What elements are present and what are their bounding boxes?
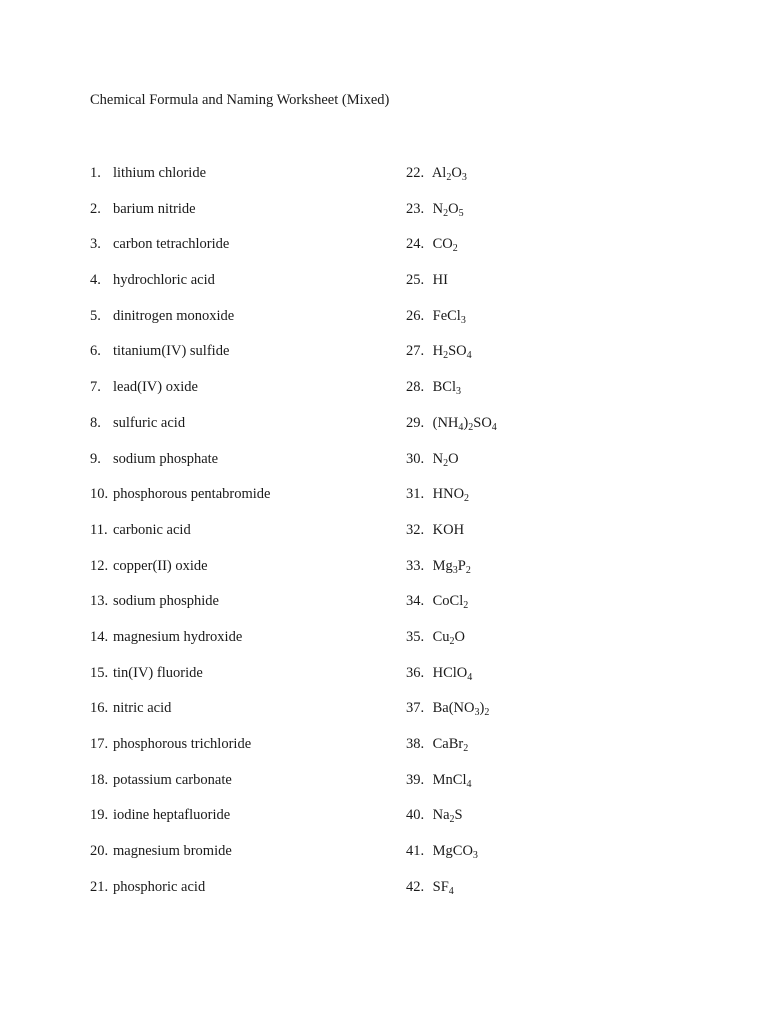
formula-subscript: 2 bbox=[443, 350, 449, 362]
chemical-formula bbox=[432, 236, 458, 255]
compound-name: sodium phosphide bbox=[113, 593, 219, 610]
compound-name: dinitrogen monoxide bbox=[113, 307, 235, 324]
formulas-list bbox=[406, 162, 706, 911]
formula-subscript: 2 bbox=[446, 172, 452, 183]
names-list bbox=[90, 162, 390, 911]
formula-symbol: N bbox=[432, 200, 444, 217]
compound-name: carbon tetrachloride bbox=[113, 236, 230, 253]
compound-name: barium nitride bbox=[113, 200, 196, 217]
page-title: Chemical Formula and Naming Worksheet (Mixed) bbox=[90, 92, 390, 108]
formula-subscript: 4 bbox=[448, 885, 454, 897]
chemical-formula bbox=[433, 629, 465, 645]
formula-symbol: SO bbox=[448, 343, 467, 360]
chemical-formula bbox=[433, 665, 473, 681]
formula-symbol: O bbox=[448, 200, 459, 217]
formula-symbol: Al bbox=[431, 165, 447, 181]
formula-symbol: Na bbox=[432, 807, 450, 824]
formula-subscript: 3 bbox=[472, 850, 478, 862]
formula-subscript: 4 bbox=[491, 421, 497, 433]
formula-symbol: O bbox=[448, 450, 459, 467]
list-item bbox=[90, 626, 390, 662]
item-number: 4. bbox=[90, 272, 101, 289]
chemical-formula bbox=[433, 451, 459, 467]
formula-subscript: 2 bbox=[443, 207, 449, 219]
formula-subscript: 2 bbox=[484, 707, 490, 719]
list-item bbox=[90, 519, 390, 555]
formula-symbol: N bbox=[432, 450, 444, 467]
chemical-formula bbox=[432, 486, 470, 505]
formula-symbol: O bbox=[451, 165, 462, 181]
list-item bbox=[90, 769, 390, 805]
compound-name: titanium(IV) sulfide bbox=[113, 343, 230, 360]
item-number: 28. bbox=[406, 379, 425, 396]
item-number: 39. bbox=[406, 771, 425, 788]
formula-subscript: 2 bbox=[443, 457, 449, 469]
list-item bbox=[406, 590, 706, 626]
list-item bbox=[90, 233, 390, 269]
compound-name: phosphorous trichloride bbox=[113, 736, 252, 752]
formula-symbol: S bbox=[454, 807, 463, 824]
compound-name: tin(IV) fluoride bbox=[113, 664, 203, 681]
chemical-formula bbox=[432, 379, 461, 398]
formula-symbol: CoCl bbox=[432, 593, 464, 610]
chemical-formula bbox=[433, 772, 472, 788]
item-number: 1. bbox=[90, 165, 101, 181]
item-number: 11. bbox=[90, 521, 108, 538]
compound-name: magnesium hydroxide bbox=[113, 628, 243, 645]
compound-name: magnesium bromide bbox=[113, 843, 232, 860]
list-item bbox=[406, 412, 706, 448]
formula-subscript: 3 bbox=[456, 386, 461, 398]
formula-symbol: ) bbox=[479, 700, 485, 717]
chemical-formula bbox=[433, 308, 466, 324]
item-number: 16. bbox=[90, 700, 109, 717]
list-item bbox=[90, 840, 390, 876]
compound-name: copper(II) oxide bbox=[113, 557, 208, 574]
compound-name: potassium carbonate bbox=[113, 771, 232, 788]
chemical-formula bbox=[433, 522, 464, 538]
item-number: 40. bbox=[406, 807, 425, 824]
list-item bbox=[406, 162, 706, 198]
list-item bbox=[90, 412, 390, 448]
formula-symbol: CaBr bbox=[432, 736, 464, 752]
compound-name: lithium chloride bbox=[113, 165, 207, 181]
compound-name: iodine heptafluoride bbox=[113, 807, 231, 824]
formula-subscript: 2 bbox=[463, 743, 469, 754]
item-number: 3. bbox=[90, 236, 101, 253]
formula-subscript: 3 bbox=[474, 707, 480, 719]
list-item bbox=[406, 233, 706, 269]
item-number: 14. bbox=[90, 628, 109, 645]
formula-subscript: 2 bbox=[449, 814, 455, 826]
formula-symbol: (NH bbox=[432, 414, 459, 431]
list-item bbox=[406, 305, 706, 341]
list-item bbox=[406, 733, 706, 769]
item-number: 29. bbox=[406, 414, 425, 431]
list-item bbox=[90, 555, 390, 591]
compound-name: lead(IV) oxide bbox=[113, 379, 198, 396]
chemical-formula bbox=[433, 558, 471, 574]
item-number: 20. bbox=[90, 843, 109, 860]
compound-name: sodium phosphate bbox=[113, 450, 219, 467]
formula-symbol: MgCO bbox=[432, 843, 473, 860]
list-item bbox=[90, 804, 390, 840]
item-number: 38. bbox=[406, 736, 425, 752]
item-number: 21. bbox=[90, 878, 109, 895]
item-number: 13. bbox=[90, 593, 109, 610]
formula-subscript: 2 bbox=[465, 564, 471, 576]
formula-subscript: 4 bbox=[458, 421, 464, 433]
compound-name: sulfuric acid bbox=[113, 414, 186, 431]
item-number: 35. bbox=[406, 628, 425, 645]
formula-subscript: 3 bbox=[460, 314, 466, 326]
list-item bbox=[406, 340, 706, 376]
item-number: 8. bbox=[90, 414, 101, 431]
list-item bbox=[406, 448, 706, 484]
formula-symbol: BCl bbox=[432, 379, 456, 396]
list-item bbox=[90, 590, 390, 626]
formula-symbol: Mg bbox=[432, 557, 453, 574]
formula-subscript: 2 bbox=[463, 600, 469, 612]
formula-symbol: HClO bbox=[432, 664, 468, 681]
list-item bbox=[90, 340, 390, 376]
item-number: 7. bbox=[90, 379, 101, 396]
list-item bbox=[406, 376, 706, 412]
item-number: 2. bbox=[90, 200, 101, 217]
list-item bbox=[406, 269, 706, 305]
formula-symbol: CO bbox=[432, 236, 453, 253]
item-number: 24. bbox=[406, 236, 425, 253]
compound-name: nitric acid bbox=[113, 700, 172, 717]
item-number: 12. bbox=[90, 557, 109, 574]
list-item bbox=[406, 626, 706, 662]
item-number: 23. bbox=[406, 200, 425, 217]
formula-symbol: HNO bbox=[432, 486, 465, 503]
formula-symbol: Cu bbox=[432, 628, 450, 645]
list-item bbox=[406, 876, 706, 912]
list-item bbox=[90, 448, 390, 484]
chemical-formula bbox=[433, 201, 464, 217]
formula-symbol: O bbox=[454, 628, 466, 645]
list-item bbox=[90, 876, 390, 912]
item-number: 30. bbox=[406, 450, 425, 467]
formula-symbol: H bbox=[432, 343, 444, 360]
item-number: 27. bbox=[406, 343, 425, 360]
formula-symbol: P bbox=[457, 557, 466, 574]
formula-subscript: 4 bbox=[466, 350, 472, 362]
item-number: 15. bbox=[90, 664, 109, 681]
formula-subscript: 3 bbox=[452, 564, 458, 576]
list-item bbox=[90, 269, 390, 305]
chemical-formula bbox=[432, 165, 467, 181]
item-number: 36. bbox=[406, 664, 425, 681]
list-item bbox=[90, 733, 390, 769]
formula-subscript: 3 bbox=[461, 172, 467, 183]
list-item bbox=[90, 376, 390, 412]
item-number: 19. bbox=[90, 807, 109, 824]
chemical-formula bbox=[433, 272, 448, 288]
formula-subscript: 2 bbox=[468, 421, 474, 433]
compound-name: hydrochloric acid bbox=[113, 272, 215, 289]
item-number: 5. bbox=[90, 307, 101, 324]
list-item bbox=[406, 697, 706, 733]
list-item bbox=[406, 555, 706, 591]
list-item bbox=[406, 769, 706, 805]
item-number: 31. bbox=[406, 486, 425, 503]
list-item bbox=[406, 804, 706, 840]
compound-name: phosphorous pentabromide bbox=[113, 486, 271, 503]
formula-subscript: 2 bbox=[452, 243, 458, 255]
item-number: 18. bbox=[90, 771, 109, 788]
list-item bbox=[90, 305, 390, 341]
list-item bbox=[90, 198, 390, 234]
item-number: 9. bbox=[90, 450, 101, 467]
item-number: 37. bbox=[406, 700, 425, 717]
list-item bbox=[406, 519, 706, 555]
formula-symbol: FeCl bbox=[432, 307, 461, 324]
item-number: 33. bbox=[406, 557, 425, 574]
formula-symbol: SF bbox=[432, 878, 449, 895]
formula-symbol: KOH bbox=[432, 521, 465, 538]
item-number: 42. bbox=[406, 878, 425, 895]
formula-symbol: ) bbox=[463, 414, 469, 431]
item-number: 6. bbox=[90, 343, 101, 360]
item-number: 41. bbox=[406, 843, 425, 860]
chemical-formula bbox=[433, 736, 469, 752]
item-number: 17. bbox=[90, 736, 109, 752]
item-number: 10. bbox=[90, 486, 109, 503]
list-item bbox=[90, 483, 390, 519]
formula-subscript: 2 bbox=[464, 493, 470, 505]
formula-symbol: MnCl bbox=[432, 771, 467, 788]
chemical-formula bbox=[433, 415, 497, 431]
list-item bbox=[90, 697, 390, 733]
list-item bbox=[406, 198, 706, 234]
chemical-formula bbox=[433, 879, 454, 895]
formula-symbol: HI bbox=[432, 272, 448, 289]
list-item bbox=[90, 162, 390, 198]
chemical-formula bbox=[432, 700, 490, 719]
formula-symbol: SO bbox=[473, 414, 492, 431]
formula-subscript: 2 bbox=[449, 635, 455, 647]
item-number: 26. bbox=[406, 307, 425, 324]
item-number: 25. bbox=[406, 272, 425, 289]
chemical-formula bbox=[432, 343, 472, 362]
list-item bbox=[406, 840, 706, 876]
chemical-formula bbox=[432, 807, 463, 826]
chemical-formula bbox=[432, 593, 469, 612]
chemical-formula bbox=[432, 843, 478, 862]
formula-subscript: 5 bbox=[458, 207, 464, 219]
formula-subscript: 4 bbox=[466, 778, 472, 790]
compound-name: phosphoric acid bbox=[113, 878, 206, 895]
formula-symbol: Ba(NO bbox=[432, 700, 475, 717]
list-item bbox=[90, 662, 390, 698]
item-number: 22. bbox=[406, 165, 425, 181]
item-number: 34. bbox=[406, 593, 425, 610]
compound-name: carbonic acid bbox=[113, 521, 191, 538]
formula-subscript: 4 bbox=[467, 671, 473, 683]
item-number: 32. bbox=[406, 521, 425, 538]
list-item bbox=[406, 662, 706, 698]
list-item bbox=[406, 483, 706, 519]
